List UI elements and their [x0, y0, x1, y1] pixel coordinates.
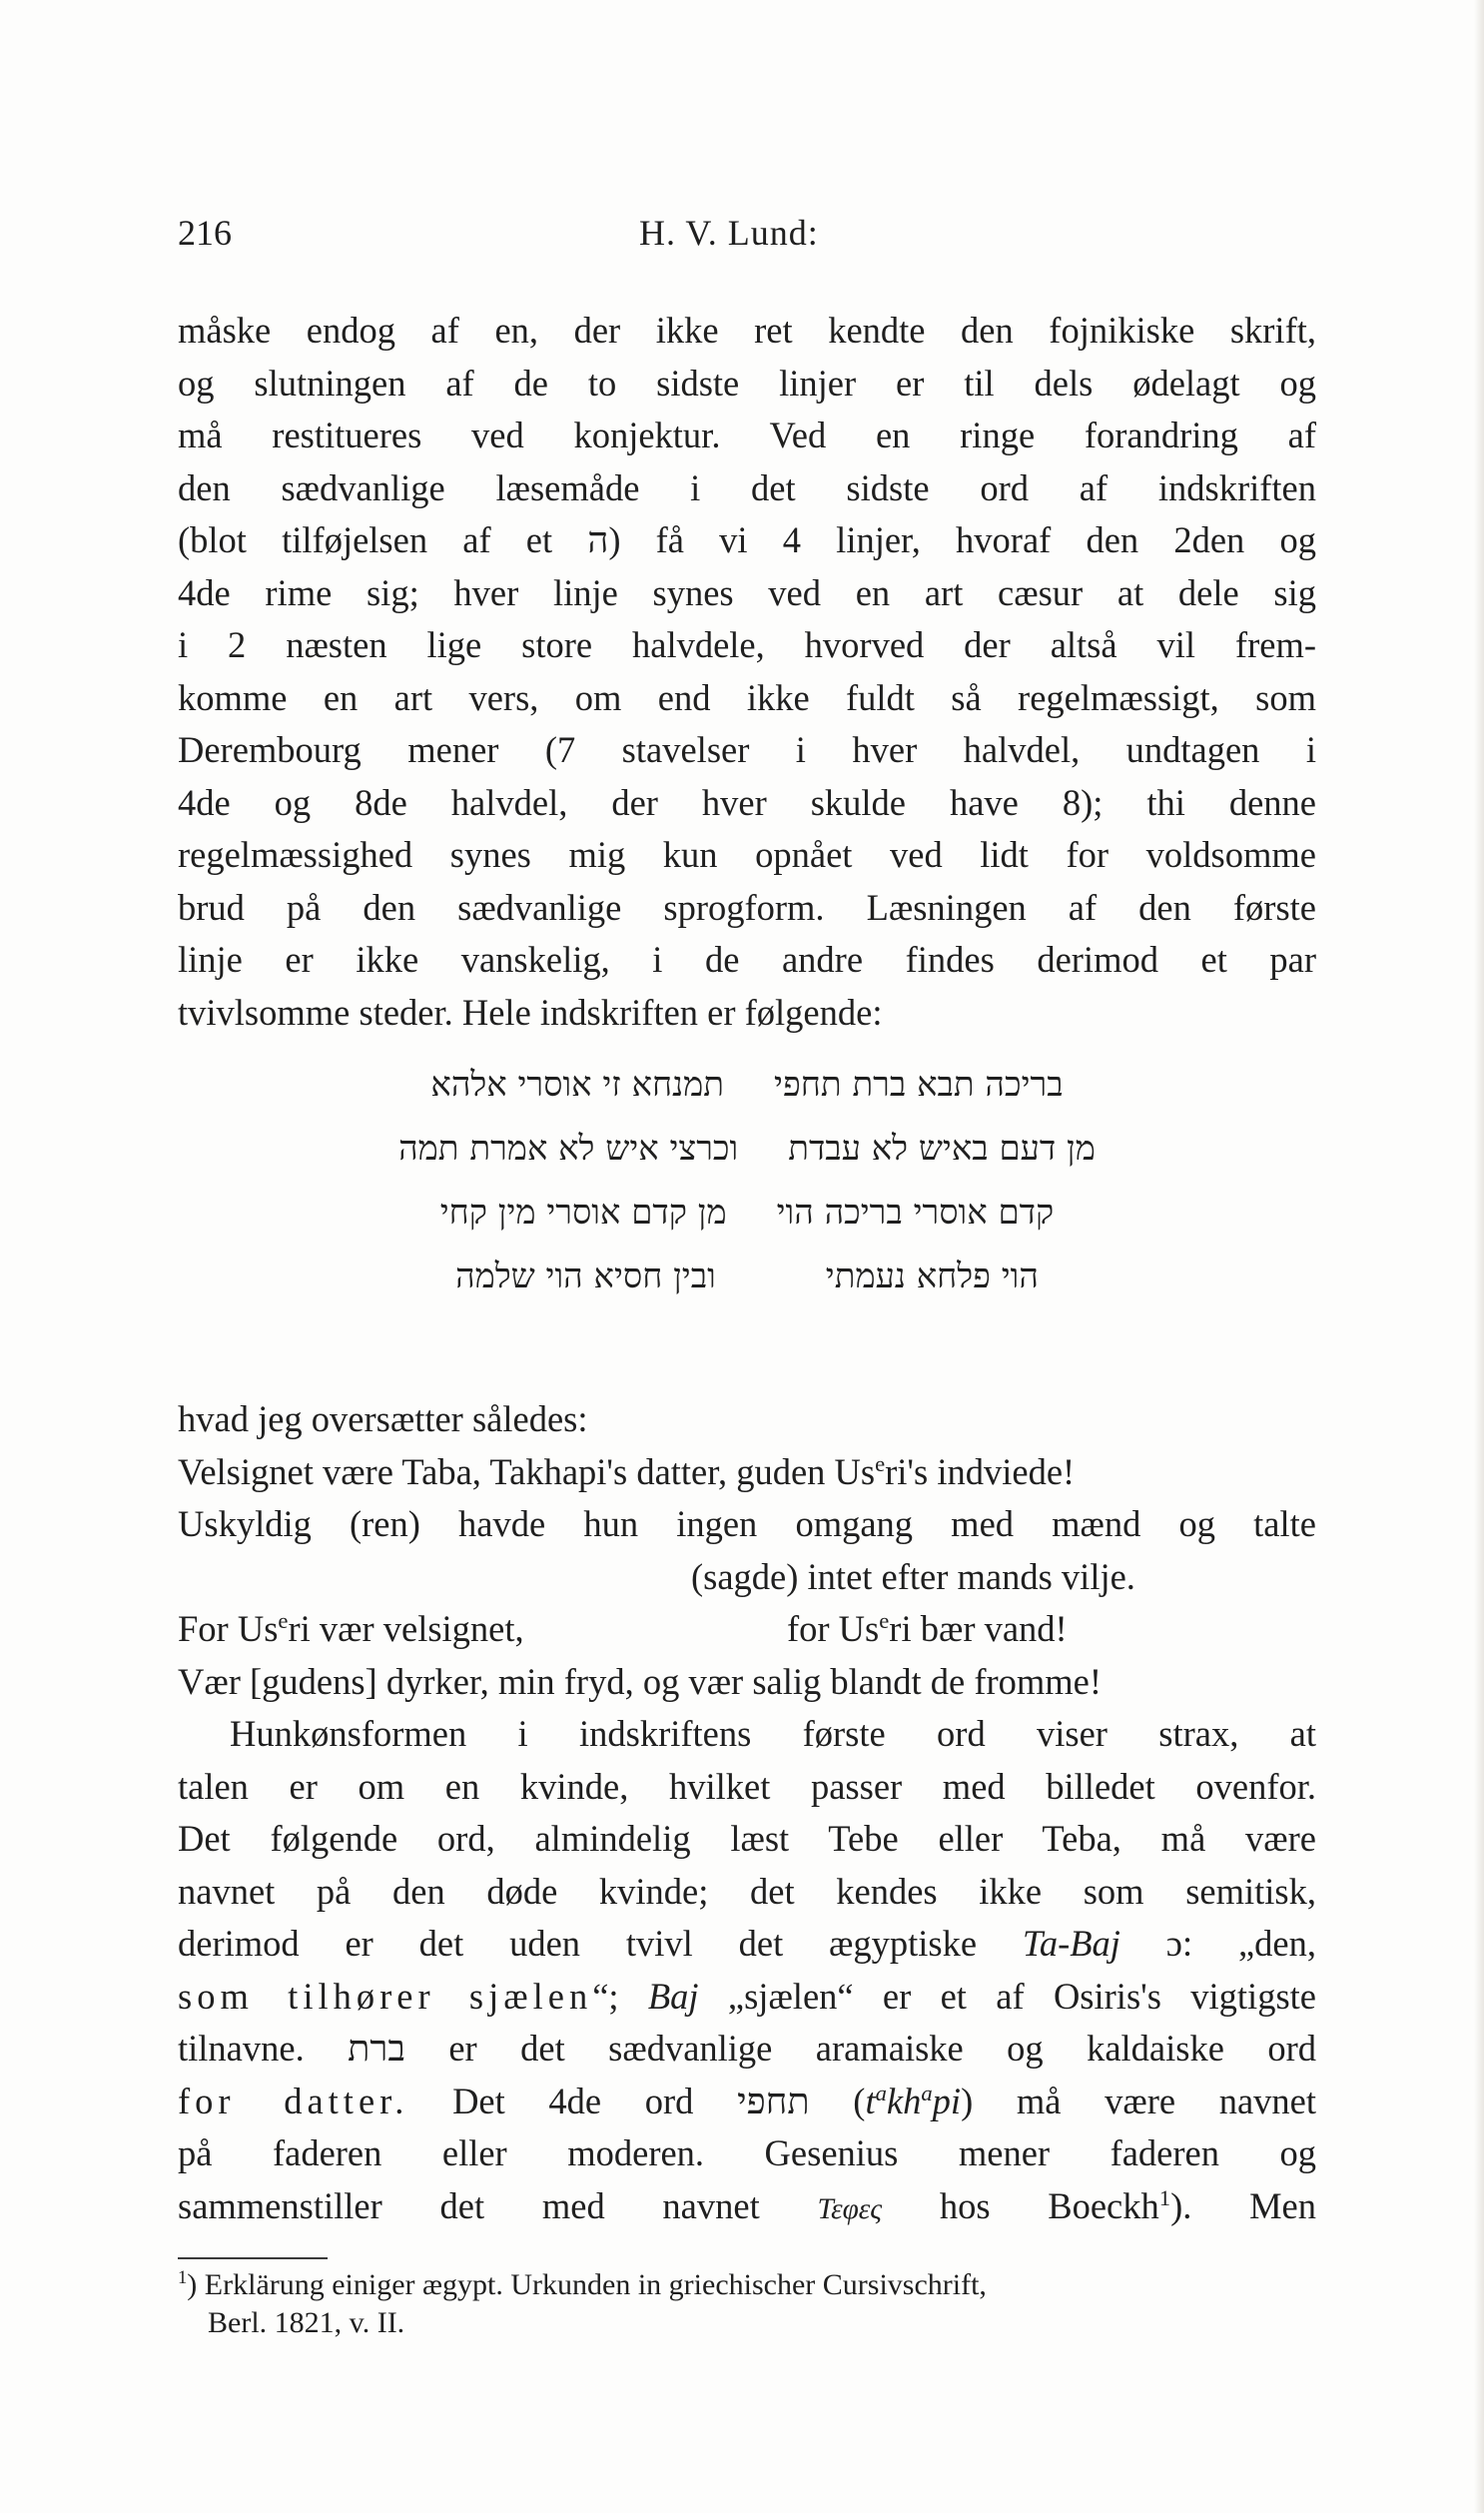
text-line: [178, 2077, 1316, 2126]
inscription-half: וכרצי איש לא אמרת תמה: [398, 1129, 739, 1169]
translation-line-4: Vær [gudens] dyrker, min fryd, og vær salig blandt de fromme!: [178, 1660, 1103, 1702]
inscription-half: תמנחא זי אוסרי אלהא: [430, 1065, 725, 1105]
inscription-half: מן דעם באיש לא עבדת: [788, 1129, 1096, 1169]
footnote-1-cont: Berl. 1821, v. II.: [208, 2306, 405, 2339]
hebrew-word: תחפי: [737, 2079, 810, 2122]
translation-line-1: [178, 1447, 1316, 1497]
inscription-half: ובין חסיא הוי שלמה: [455, 1256, 716, 1296]
page-number: 216: [178, 213, 232, 253]
translation-line-3: [178, 1604, 1316, 1654]
text-span: kh: [886, 2080, 922, 2121]
text-line: brud på den sædvanlige sprogform. Læsningen af den første: [178, 886, 1316, 928]
text-span: Velsignet være Taba, Takhapi's datter, guden Us: [178, 1450, 876, 1492]
text-line: måske endog af en, der ikke ret kendte den fojnikiske skrift,: [178, 310, 1316, 351]
text-span: “;: [592, 1975, 648, 2017]
inscription-half: בריכה תבא ברת תחפי: [774, 1065, 1064, 1105]
text-line: komme en art vers, om end ikke fuldt så regelmæssigt, som: [178, 676, 1316, 718]
spaced-text: som tilhører sjælen: [178, 1975, 593, 2017]
text-line: [178, 1919, 1316, 1969]
text-span: t: [865, 2080, 876, 2121]
text-span: pi: [932, 2080, 962, 2121]
text-line: 4de rime sig; hver linje synes ved en art cæsur at dele sig: [178, 571, 1316, 613]
text-line: linje er ikke vanskelig, i de andre findes derimod et par: [178, 939, 1316, 980]
translation-half: [178, 1604, 524, 1654]
inscription-half: מן קדם אוסרי מין קחי: [439, 1193, 727, 1233]
text-line: [178, 2024, 1316, 2074]
text-line: Det følgende ord, almindelig læst Tebe eller Teba, må være: [178, 1818, 1316, 1859]
text-line: talen er om en kvinde, hvilket passer med billedet ovenfor.: [178, 1765, 1316, 1807]
text-line: navnet på den døde kvinde; det kendes ikke som semitisk,: [178, 1870, 1316, 1912]
text-line: på faderen eller moderen. Gesenius mener faderen og: [178, 2132, 1316, 2173]
text-line: tvivlsomme steder. Hele indskriften er følgende:: [178, 991, 883, 1033]
text-line: i 2 næsten lige store halvdele, hvorved der altså vil frem-: [178, 624, 1316, 665]
text-line: Derembourg mener (7 stavelser i hver halvdel, undtagen i: [178, 729, 1316, 770]
page-header: [178, 212, 1316, 262]
inscription-line-2: [178, 1123, 1316, 1175]
inscription-line-3: [178, 1187, 1316, 1239]
text-span: hos Boeckh: [939, 2184, 1159, 2226]
footnote-reference[interactable]: 1: [1158, 2184, 1171, 2210]
italic-term: Τεφες: [817, 2192, 883, 2225]
footnote-text: ) Erklärung einiger ægypt. Urkunden in griechischer Cursivschrift,: [187, 2268, 987, 2301]
text-line: 4de og 8de halvdel, der hver skulde have 8); thi denne: [178, 781, 1316, 823]
text-span: ri's indviede!: [885, 1450, 1076, 1492]
text-span: tilnavne.: [178, 2028, 349, 2069]
text-span: ri vær velsignet,: [288, 1608, 524, 1649]
text-span: For Us: [178, 1608, 279, 1649]
page-edge-shadow: [1474, 0, 1484, 2513]
hebrew-word: ברת: [348, 2027, 405, 2070]
footnote-rule: [178, 2257, 328, 2259]
text-span: Det 4de ord: [452, 2080, 738, 2121]
text-span: derimod er det uden tvivl det ægyptiske: [178, 1923, 1023, 1964]
inscription-line-4: [178, 1251, 1316, 1302]
text-span: ɔ: „den,: [1165, 1923, 1316, 1964]
text-span: er det sædvanlige aramaiske og kaldaiske ord: [448, 2028, 1317, 2069]
superscript: e: [875, 1450, 886, 1476]
running-head: H. V. Lund:: [639, 213, 819, 253]
footnote-marker: 1: [178, 2267, 188, 2288]
inscription-half: קדם אוסרי בריכה הוי: [776, 1193, 1055, 1233]
text-span: ) må være navnet: [961, 2080, 1317, 2121]
text-span: ri bær vand!: [889, 1608, 1068, 1649]
inscription-line-1: [178, 1059, 1316, 1111]
text-span: sammenstiller det med navnet: [178, 2184, 818, 2226]
text-line: regelmæssighed synes mig kun opnået ved lidt for voldsomme: [178, 834, 1316, 875]
translation-intro: hvad jeg oversætter således:: [178, 1398, 588, 1439]
text-span: for Us: [787, 1608, 880, 1649]
superscript: e: [879, 1607, 890, 1633]
spaced-text: for datter.: [178, 2080, 409, 2121]
translation-line-2: Uskyldig (ren) havde hun ingen omgang med mænd og talte: [178, 1503, 1316, 1544]
translation-line-2b: (sagde) intet efter mands vilje.: [691, 1555, 1135, 1597]
text-line: [178, 1972, 1316, 2022]
text-line: (blot tilføjelsen af et ה) få vi 4 linjer, hvoraf den 2den og: [178, 519, 1316, 560]
italic-term: Ta-Baj: [1022, 1923, 1120, 1964]
footnote-1: [178, 2265, 1316, 2305]
text-span: ). Men: [1170, 2184, 1317, 2226]
italic-term: Baj: [647, 1975, 699, 2017]
text-line: må restitueres ved konjektur. Ved en ringe forandring af: [178, 415, 1316, 455]
superscript: a: [921, 2080, 933, 2105]
superscript: e: [278, 1607, 289, 1633]
text-line: den sædvanlige læsemåde i det sidste ord af indskriften: [178, 466, 1316, 508]
translation-half: [787, 1604, 1068, 1654]
inscription-half: הוי פלחא נעמתי: [825, 1256, 1039, 1296]
text-line: [178, 2181, 1316, 2231]
italic-term: [865, 2081, 961, 2121]
superscript: a: [875, 2080, 887, 2105]
text-line: og slutningen af de to sidste linjer er til dels ødelagt og: [178, 362, 1316, 404]
text-line: Hunkønsformen i indskriftens første ord viser strax, at: [230, 1713, 1316, 1754]
text-span: „sjælen“ er et af Osiris's vigtigste: [727, 1975, 1316, 2017]
text-span: (: [809, 2080, 866, 2121]
